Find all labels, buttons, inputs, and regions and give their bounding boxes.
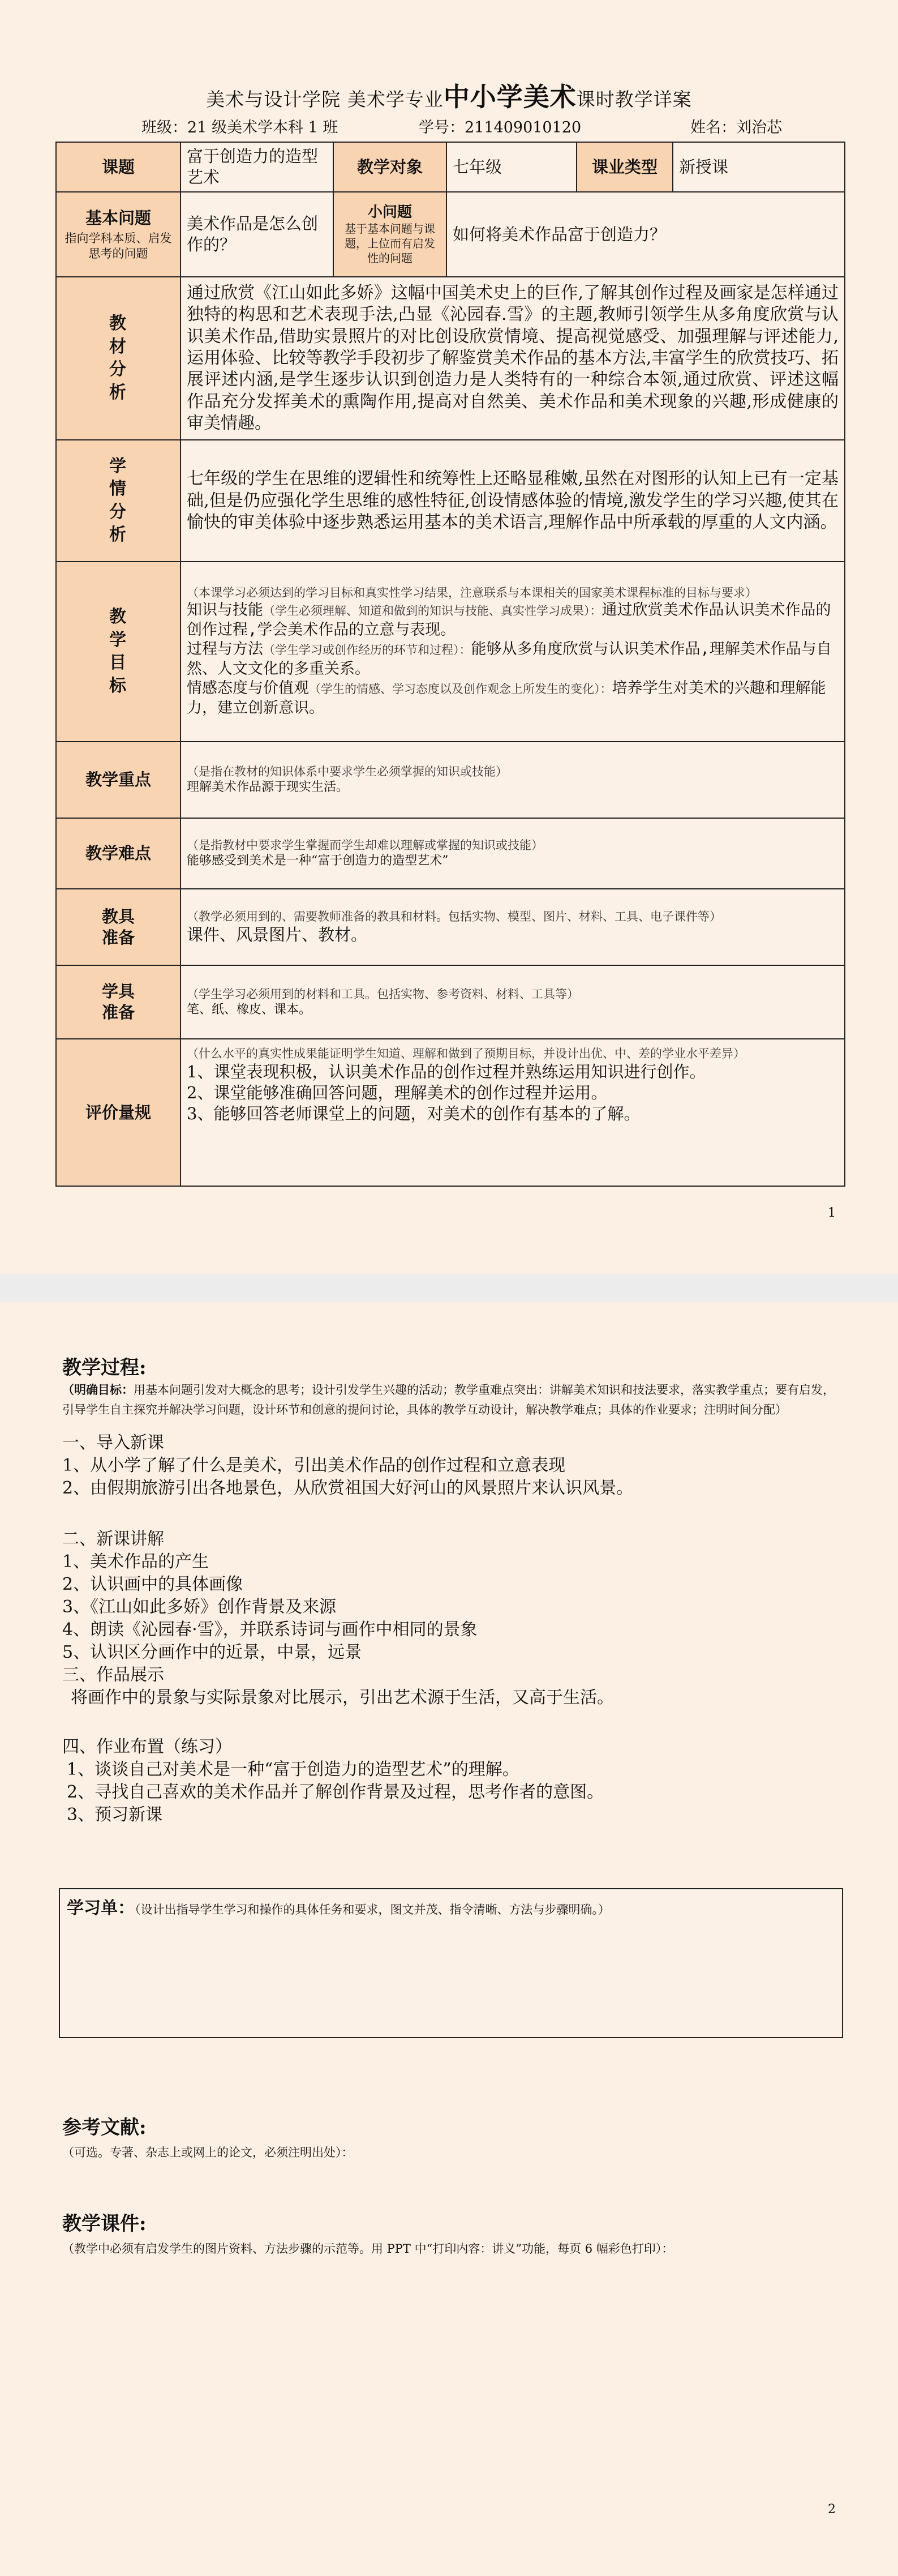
sub-question-value: 如何将美术作品富于创造力？ bbox=[446, 192, 845, 277]
title-highlight: 中小学美术 bbox=[443, 82, 577, 112]
title-prefix: 美术与设计学院 美术学专业 bbox=[206, 88, 444, 110]
evaluation-label: 评价量规 bbox=[56, 1039, 181, 1186]
topic-label: 课题 bbox=[56, 142, 181, 192]
page-number: 1 bbox=[828, 1206, 836, 1220]
sub-question-hint: 基于基本问题与课题，上位而有启发性的问题 bbox=[345, 222, 435, 265]
list-item: 1、谈谈自己对美术是一种“富于创造力的造型艺术”的理解。 bbox=[67, 1760, 519, 1779]
student-name: 姓名：刘治芯 bbox=[690, 119, 782, 136]
table-row bbox=[56, 965, 845, 1039]
list-item: 3、《江山如此多娇》创作背景及来源 bbox=[62, 1597, 337, 1617]
sub-question-title: 小问题 bbox=[367, 204, 412, 221]
table-row bbox=[56, 889, 845, 965]
audience-label: 教学对象 bbox=[333, 142, 446, 192]
goals-note: （本课学习必须达到的学习目标和真实性学习结果，注意联系与本课相关的国家美术课程标准的目标与要求） bbox=[187, 586, 757, 600]
teacher-tools-note: （教学必须用到的、需要教师准备的教具和材料。包括实物、模型、图片、材料、工具、电子课件等） bbox=[187, 909, 721, 923]
courseware-note: （教学中必须有启发学生的图片资料、方法步骤的示范等。用 PPT 中“打印内容：讲义”功能，每页 6 幅彩色打印）： bbox=[62, 2242, 674, 2256]
key-points-note: （是指在教材的知识体系中要求学生必须掌握的知识或技能） bbox=[187, 765, 508, 779]
process-title: 教学过程: bbox=[62, 1357, 147, 1379]
lesson-type-value: 新授课 bbox=[673, 142, 845, 192]
task-sheet-box bbox=[59, 1888, 843, 2038]
table-row bbox=[56, 142, 845, 192]
document-title bbox=[0, 76, 898, 114]
table-row bbox=[56, 1039, 845, 1186]
student-tools-note: （学生学习必须用到的材料和工具。包括实物、参考资料、材料、工具等） bbox=[187, 987, 579, 1001]
list-item: 4、朗读《沁园春·雪》，并联系诗词与画作中相同的景象 bbox=[62, 1620, 478, 1640]
section-showcase-title: 三、作品展示 bbox=[62, 1665, 164, 1685]
difficult-points-label: 教学难点 bbox=[56, 818, 181, 889]
teacher-tools-label: 教具准备 bbox=[56, 889, 181, 965]
list-item: 5、认识区分画作中的近景，中景，远景 bbox=[62, 1642, 362, 1662]
list-item: 1、从小学了解了什么是美术，引出美术作品的创作过程和立意表现 bbox=[62, 1456, 566, 1475]
courseware-title: 教学课件: bbox=[62, 2213, 147, 2235]
evaluation-note: （什么水平的真实性成果能证明学生知道、理解和做到了预期目标，并设计出优、中、差的学业水平差异） bbox=[187, 1047, 745, 1061]
evaluation-item: 2、课堂能够准确回答问题，理解美术的创作过程并运用。 bbox=[187, 1083, 608, 1103]
title-suffix: 课时教学详案 bbox=[576, 88, 692, 110]
process-instructions: （明确目标：用基本问题引发对大概念的思考；设计引发学生兴趣的活动；教学重难点突出：讲解美术知识和技法要求，落实教学重点；要有启发，引导学生自主探究并解决学习问题，设计环节和创意的提问讨论，具体的教学互动设计，解决教学难点；具体的作业要求；注明时间分配） bbox=[62, 1383, 835, 1417]
student-tools-label: 学具准备 bbox=[56, 965, 181, 1039]
difficult-points-note: （是指教材中要求学生掌握而学生却难以理解或掌握的知识或技能） bbox=[187, 838, 543, 853]
textbook-analysis-text: 通过欣赏《江山如此多娇》这幅中国美术史上的巨作,了解其创作过程及画家是怎样通过独特的构思和艺术表现手法,凸显《沁园春.雪》的主题,教师引领学生从多角度欣赏与认识美术作品,借助实景照片的对比创设欣赏情境、提高视觉感受、加强理解与评述能力,运用体验、比较等教学手段初步了解鉴赏美术作品的基本方法,丰富学生的欣赏技巧、拓展评述内涵,是学生逐步认识到创造力是人类特有的一种综合本领,通过欣赏、评述这幅作品充分发挥美术的熏陶作用,提高对自然美、美术作品和美术现象的兴趣,形成健康的审美情趣。 bbox=[181, 277, 845, 440]
section-homework-title: 四、作业布置（练习） bbox=[62, 1737, 232, 1757]
showcase-text: 将画作中的景象与实际景象对比展示，引出艺术源于生活，又高于生活。 bbox=[71, 1688, 614, 1708]
basic-question-value: 美术作品是怎么创作的？ bbox=[181, 192, 333, 277]
task-sheet-label: 学习单： bbox=[67, 1898, 135, 1918]
goal-emotion: 情感态度与价值观（学生的情感、学习态度以及创作观念上所发生的变化）：培养学生对美术的兴趣和理解能力，建立创新意识。 bbox=[187, 679, 826, 717]
student-tools-text: 笔、纸、橡皮、课本。 bbox=[187, 1002, 312, 1017]
topic-value: 富于创造力的造型艺术 bbox=[181, 142, 333, 192]
table-row bbox=[56, 277, 845, 440]
list-item: 2、由假期旅游引出各地景色，从欣赏祖国大好河山的风景照片来认识风景。 bbox=[62, 1478, 634, 1498]
textbook-analysis-label: 教材分析 bbox=[56, 277, 181, 440]
goal-process: 过程与方法（学生学习或创作经历的环节和过程）：能够从多角度欣赏与认识美术作品,理解美术作品与自然、人文文化的多重关系。 bbox=[187, 640, 832, 678]
section-new-lesson-title: 二、新课讲解 bbox=[62, 1529, 164, 1549]
learner-analysis-text: 七年级的学生在思维的逻辑性和统筹性上还略显稚嫩,虽然在对图形的认知上已有一定基础,但是仍应强化学生思维的感性特征,创设情感体验的情境,激发学生的学习兴趣,使其在愉快的审美体验中逐步熟悉运用基本的美术语言,理解作品中所承载的厚重的人文内涵。 bbox=[181, 440, 845, 562]
references-note: （可选。专著、杂志上或网上的论文，必须注明出处）： bbox=[62, 2146, 354, 2159]
lesson-type-label: 课业类型 bbox=[577, 142, 673, 192]
basic-question-title: 基本问题 bbox=[85, 208, 151, 228]
key-points-text: 理解美术作品源于现实生活。 bbox=[187, 780, 349, 795]
learner-analysis-label: 学情分析 bbox=[56, 440, 181, 562]
evaluation-item: 1、课堂表现积极，认识美术作品的创作过程并熟练运用知识进行创作。 bbox=[187, 1062, 706, 1082]
list-item: 3、预习新课 bbox=[67, 1805, 163, 1825]
table-row bbox=[56, 562, 845, 742]
teaching-goals-label: 教学目标 bbox=[56, 562, 181, 742]
table-row bbox=[56, 440, 845, 562]
list-item: 2、认识画中的具体画像 bbox=[62, 1574, 243, 1594]
student-tools-content bbox=[181, 965, 845, 1039]
difficult-points-text: 能够感受到美术是一种“富于创造力的造型艺术” bbox=[187, 854, 449, 868]
goal-knowledge: 知识与技能（学生必须理解、知道和做到的知识与技能、真实性学习成果）：通过欣赏美术作品认识美术作品的创作过程,学会美术作品的立意与表现。 bbox=[187, 601, 831, 639]
table-row bbox=[56, 192, 845, 277]
evaluation-item: 3、能够回答老师课堂上的问题，对美术的创作有基本的了解。 bbox=[187, 1104, 641, 1124]
key-points-label: 教学重点 bbox=[56, 742, 181, 818]
student-info bbox=[0, 115, 898, 138]
page-1 bbox=[0, 0, 898, 1274]
section-intro-title: 一、导入新课 bbox=[62, 1433, 164, 1453]
teacher-tools-content bbox=[181, 889, 845, 965]
class-info: 班级：21 级美术学本科 1 班 bbox=[141, 119, 338, 136]
page-number: 2 bbox=[828, 2502, 836, 2517]
basic-question-hint: 指向学科本质、启发思考的问题 bbox=[65, 231, 172, 260]
table-row bbox=[56, 818, 845, 889]
teacher-tools-text: 课件、风景图片、教材。 bbox=[187, 925, 368, 944]
table-row bbox=[56, 742, 845, 818]
difficult-points-content bbox=[181, 818, 845, 889]
list-item: 1、美术作品的产生 bbox=[62, 1552, 209, 1572]
basic-question-label bbox=[56, 192, 181, 277]
audience-value: 七年级 bbox=[446, 142, 577, 192]
task-sheet-note: （设计出指导学生学习和操作的具体任务和要求，图文并茂、指令清晰、方法与步骤明确。） bbox=[135, 1903, 610, 1916]
evaluation-content bbox=[181, 1039, 845, 1186]
student-id: 学号：211409010120 bbox=[419, 119, 582, 136]
list-item: 2、寻找自己喜欢的美术作品并了解创作背景及过程，思考作者的意图。 bbox=[67, 1782, 604, 1802]
lesson-plan-table bbox=[55, 142, 845, 1187]
key-points-content bbox=[181, 742, 845, 818]
references-title: 参考文献: bbox=[62, 2116, 147, 2139]
sub-question-label bbox=[333, 192, 446, 277]
teaching-goals-content bbox=[181, 562, 845, 742]
